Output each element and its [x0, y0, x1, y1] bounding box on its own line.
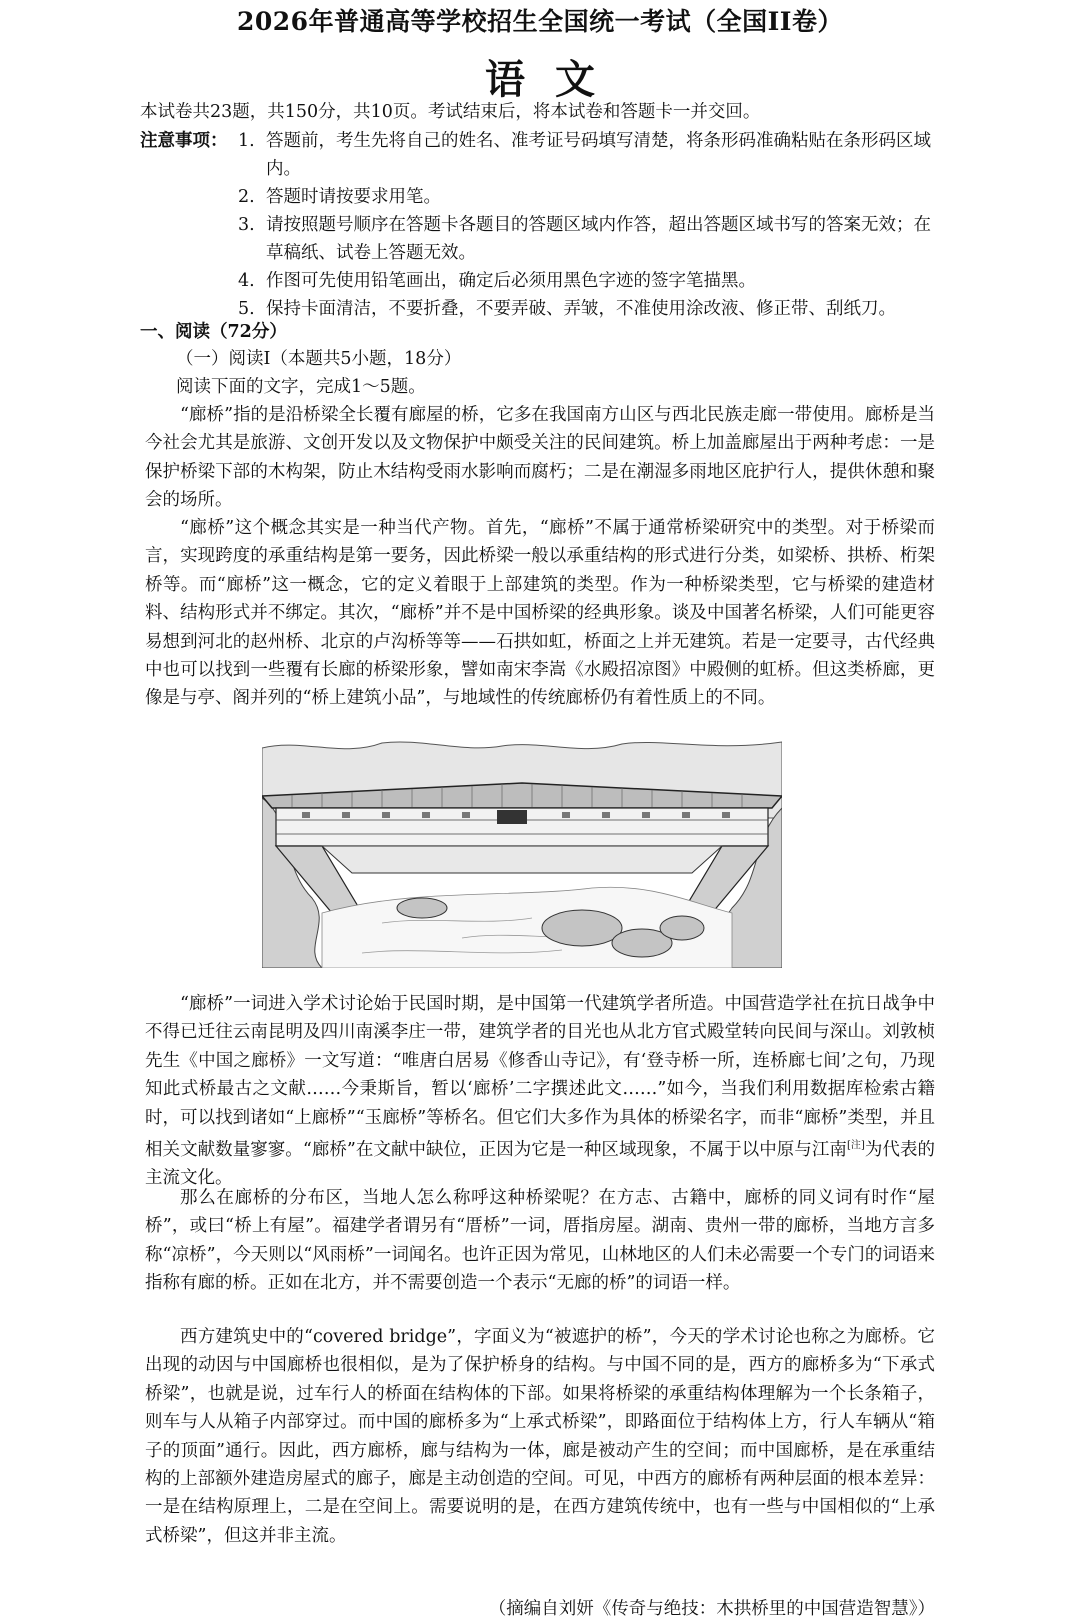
footnote-marker: [注]: [846, 1140, 865, 1152]
subject-title: 语文: [485, 56, 625, 103]
exam-title: 2026年普通高等学校招生全国统一考试（全国II卷）: [237, 7, 843, 36]
note-item: 4. 作图可先使用铅笔画出，确定后必须用黑色字迹的签字笔描黑。: [238, 271, 756, 291]
passage-paragraph-5: 西方建筑史中的“covered bridge”，字面义为“被遮护的桥”，今天的学术讨论也称之为廊桥。它出现的动因与中国廊桥也很相似，是为了保护桥身的结构。与中国不同的是，西方的廊桥多为“下承式桥梁”，也就是说，过车行人的桥面在结构体的下部。如果将桥梁的承重结构体理解为一个长条箱子，则车与人从箱子内部穿过。而中国的廊桥多为“上承式桥梁”，即路面位于结构体上方，行人车辆从“箱子的顶面”通行。因此，西方廊桥，廊与结构为一体，廊是被动产生的空间；而中国廊桥，是在承重结构的上部额外建造房屋式的廊子，廊是主动创造的空间。可见，中西方的廊桥有两种层面的根本差异：一是在结构原理上，二是在空间上。需要说明的是，在西方建筑传统中，也有一些与中国相似的“上承式桥梁”，但这并非主流。: [145, 1327, 935, 1546]
note-item: 2. 答题时请按要求用笔。: [238, 187, 441, 207]
covered-bridge-illustration: [262, 738, 782, 968]
passage-paragraph-4: 那么在廊桥的分布区，当地人怎么称呼这种桥梁呢？在方志、古籍中，廊桥的同义词有时作“屋桥”，或曰“桥上有屋”。福建学者谓另有“厝桥”一词，厝指房屋。湖南、贵州一带的廊桥，当地方言多称“凉桥”，今天则以“风雨桥”一词闻名。也许正因为常见，山林地区的人们未必需要一个专门的词语来指称有廊的桥。正如在北方，并不需要创造一个表示“无廊的桥”的词语一样。: [145, 1188, 935, 1294]
sub-section-heading: （一）阅读Ⅰ（本题共5小题，18分）: [176, 349, 462, 369]
passage-source: （摘编自刘妍《传奇与绝技：木拱桥里的中国营造智慧》）: [488, 1598, 935, 1619]
notes-list: [238, 127, 938, 323]
passage-paragraph-1: “廊桥”指的是沿桥梁全长覆有廊屋的桥，它多在我国南方山区与西北民族走廊一带使用。廊桥是当今社会尤其是旅游、文创开发以及文物保护中颇受关注的民间建筑。桥上加盖廊屋出于两种考虑：一是保护桥梁下部的木构架，防止木结构受雨水影响而腐朽；二是在潮湿多雨地区庇护行人，提供休憩和聚会的场所。: [145, 405, 935, 511]
passage-paragraph-2: “廊桥”这个概念其实是一种当代产物。首先，“廊桥”不属于通常桥梁研究中的类型。对于桥梁而言，实现跨度的承重结构是第一要务，因此桥梁一般以承重结构的形式进行分类，如梁桥、拱桥、桁架桥等。而“廊桥”这一概念，它的定义着眼于上部建筑的类型。作为一种桥梁类型，它与桥梁的建造材料、结构形式并不绑定。其次，“廊桥”并不是中国桥梁的经典形象。谈及中国著名桥梁，人们可能更容易想到河北的赵州桥、北京的卢沟桥等等——石拱如虹，桥面之上并无建筑。若是一定要寻，古代经典中也可以找到一些覆有长廊的桥梁形象，譬如南宋李嵩《水殿招凉图》中殿侧的虹桥。但这类桥廊，更像是与亭、阁并列的“桥上建筑小品”，与地域性的传统廊桥仍有着性质上的不同。: [145, 518, 935, 709]
passage-paragraph-3: “廊桥”一词进入学术讨论始于民国时期，是中国第一代建筑学者所造。中国营造学社在抗日战争中不得已迁往云南昆明及四川南溪李庄一带，建筑学者的目光也从北方官式殿堂转向民间与深山。刘敦桢先生《中国之廊桥》一文写道：“唯唐白居易《修香山寺记》，有‘登寺桥一所，连桥廊七间’之句，乃现知此式桥最古之文献……今秉斯旨，暂以‘廊桥’二字撰述此文……”如今，当我们利用数据库检索古籍时，可以找到诸如“上廊桥”“玉廊桥”等桥名。但它们大多作为具体的桥梁名字，而非“廊桥”类型，并且相关文献数量寥寥。“廊桥”在文献中缺位，正因为它是一种区域现象，不属于以中原与江南[注]为代表的主流文化。: [145, 994, 936, 1189]
intro-text: 本试卷共23题，共150分，共10页。考试结束后，将本试卷和答题卡一并交回。: [140, 102, 761, 122]
section-heading: 一、阅读（72分）: [140, 322, 287, 342]
notes-label: 注意事项：: [140, 131, 228, 151]
note-item: 1. 答题前，考生先将自己的姓名、准考证号码填写清楚，将条形码准确粘贴在条形码区域内。: [238, 131, 931, 179]
note-item: 3. 请按照题号顺序在答题卡各题目的答题区域内作答，超出答题区域书写的答案无效；在草稿纸、试卷上答题无效。: [238, 215, 931, 263]
note-item: 5. 保持卡面清洁，不要折叠，不要弄破、弄皱，不准使用涂改液、修正带、刮纸刀。: [238, 299, 896, 319]
reading-instruction: 阅读下面的文字，完成1～5题。: [176, 377, 426, 397]
